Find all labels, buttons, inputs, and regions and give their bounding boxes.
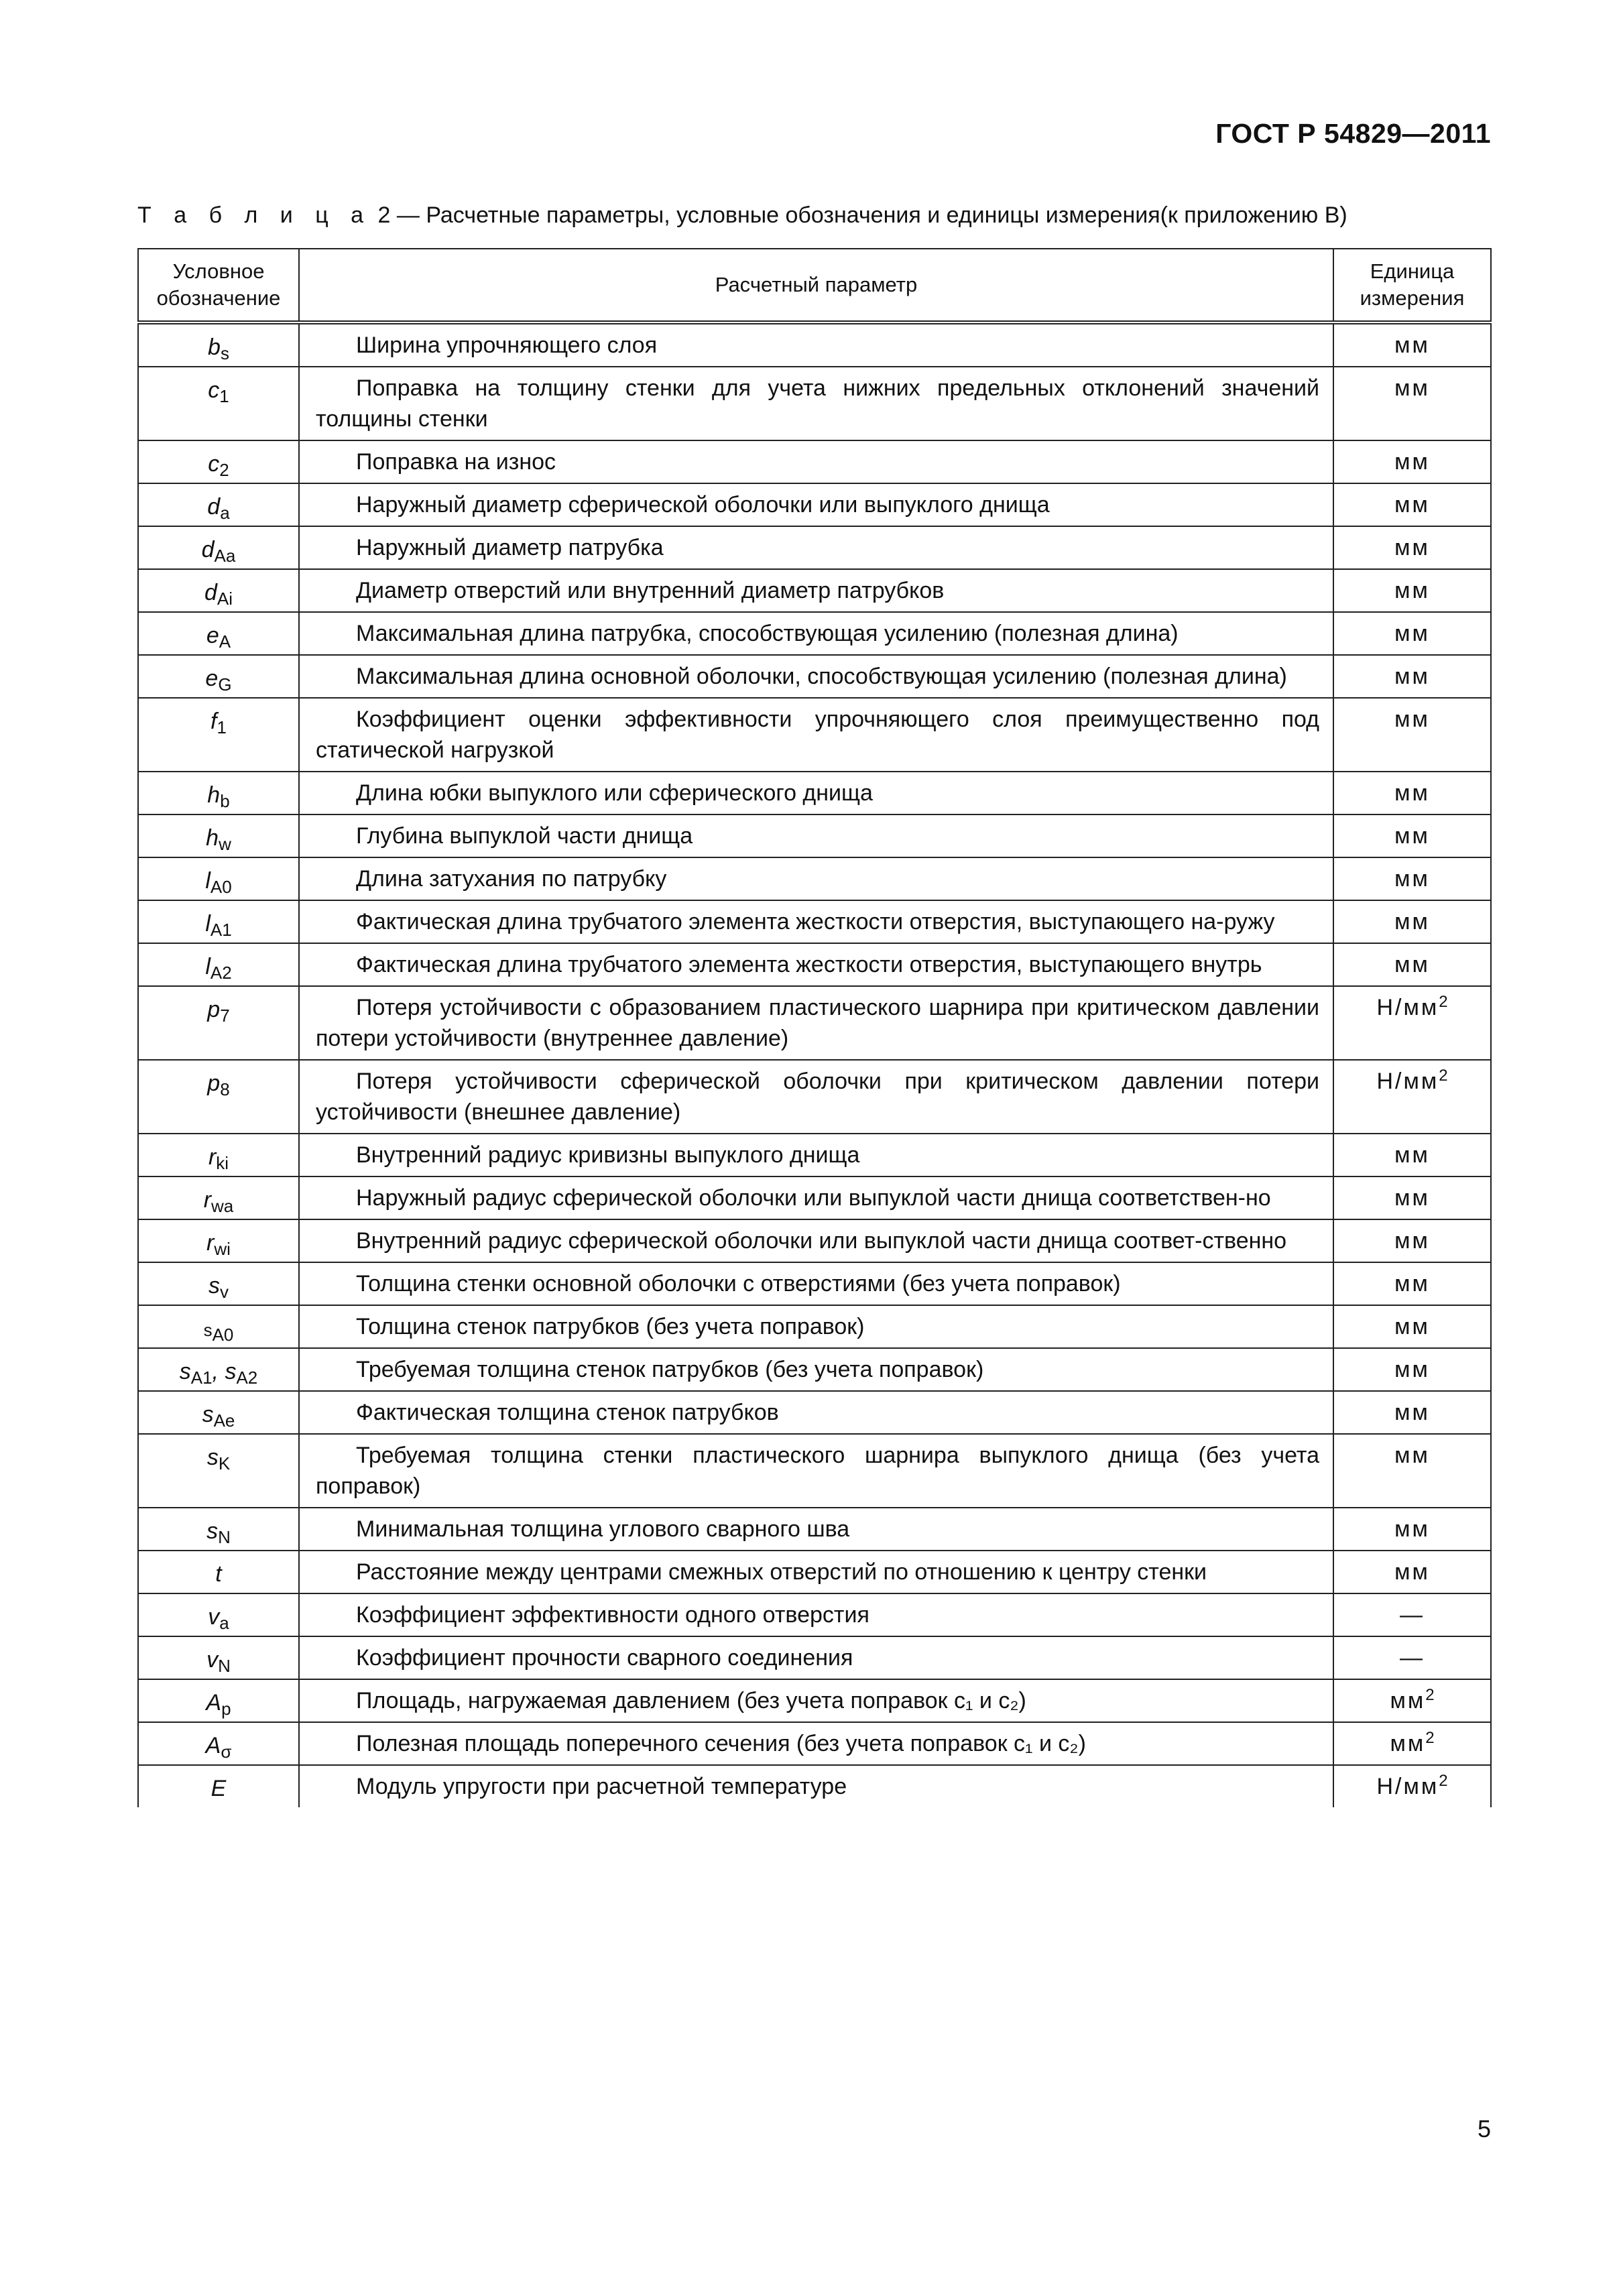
unit-cell: мм	[1333, 857, 1491, 900]
table-row	[138, 1305, 1491, 1348]
parameter-cell: Внутренний радиус кривизны выпуклого днища	[299, 1134, 1333, 1176]
parameter-cell: Толщина стенок патрубков (без учета поправок)	[299, 1305, 1333, 1348]
table-row	[138, 1391, 1491, 1434]
unit-cell: —	[1333, 1593, 1491, 1636]
table-row	[138, 612, 1491, 655]
parameter-cell: Максимальная длина основной оболочки, способствующая усилению (полезная длина)	[299, 655, 1333, 698]
parameter-cell: Фактическая длина трубчатого элемента жесткости отверстия, выступающего на-ружу	[299, 900, 1333, 943]
unit-cell: мм	[1333, 367, 1491, 440]
parameter-cell: Наружный диаметр патрубка	[299, 526, 1333, 569]
parameter-cell: Минимальная толщина углового сварного шва	[299, 1508, 1333, 1551]
symbol-cell: E	[138, 1765, 299, 1807]
table-row	[138, 1593, 1491, 1636]
symbol-cell: t	[138, 1551, 299, 1593]
symbol-cell: $s_{Ae}$	[138, 1391, 299, 1434]
parameter-cell: Фактическая толщина стенок патрубков	[299, 1391, 1333, 1434]
symbol-cell: $s_v$	[138, 1262, 299, 1305]
parameter-cell: Фактическая длина трубчатого элемента жесткости отверстия, выступающего внутрь	[299, 943, 1333, 986]
unit-cell: мм	[1333, 1262, 1491, 1305]
symbol-cell: $c_1$	[138, 367, 299, 440]
parameter-cell: Потеря устойчивости сферической оболочки при критическом давлении потери устойчивости (внешнее давление)	[299, 1060, 1333, 1134]
unit-cell: —	[1333, 1636, 1491, 1679]
parameter-cell: Потеря устойчивости с образованием пластического шарнира при критическом давлении потери устойчивости (внутреннее давление)	[299, 986, 1333, 1060]
unit-cell: мм	[1333, 1219, 1491, 1262]
unit-cell: $Н/мм^2$	[1333, 986, 1491, 1060]
unit-cell: мм	[1333, 814, 1491, 857]
parameter-cell: Коэффициент эффективности одного отверстия	[299, 1593, 1333, 1636]
table-caption	[137, 202, 1347, 229]
table-row	[138, 1636, 1491, 1679]
table-row	[138, 1060, 1491, 1134]
parameter-cell: Диаметр отверстий или внутренний диаметр патрубков	[299, 569, 1333, 612]
table-header-row	[138, 249, 1491, 322]
symbol-cell: $p_8$	[138, 1060, 299, 1134]
parameter-cell: Требуемая толщина стенки пластического шарнира выпуклого днища (без учета поправок)	[299, 1434, 1333, 1508]
table-row	[138, 1219, 1491, 1262]
unit-cell: мм	[1333, 1551, 1491, 1593]
symbol-cell: $s_K$	[138, 1434, 299, 1508]
table-row	[138, 526, 1491, 569]
symbol-cell: $d_a$	[138, 483, 299, 526]
symbol-cell: $A_\sigma$	[138, 1722, 299, 1765]
symbol-cell: $A_p$	[138, 1679, 299, 1722]
parameter-cell: Поправка на толщину стенки для учета нижних предельных отклонений значений толщины стенки	[299, 367, 1333, 440]
unit-cell: мм	[1333, 612, 1491, 655]
unit-cell: мм	[1333, 526, 1491, 569]
symbol-cell: $h_b$	[138, 772, 299, 814]
unit-cell: $Н/мм^2$	[1333, 1060, 1491, 1134]
table-row	[138, 367, 1491, 440]
symbol-cell: $l_{A2}$	[138, 943, 299, 986]
symbol-cell: $e_A$	[138, 612, 299, 655]
parameter-cell: Полезная площадь поперечного сечения (без учета поправок с₁ и с₂)	[299, 1722, 1333, 1765]
unit-cell: мм	[1333, 1508, 1491, 1551]
unit-cell: $Н/мм^2$	[1333, 1765, 1491, 1807]
parameter-cell: Расстояние между центрами смежных отверстий по отношению к центру стенки	[299, 1551, 1333, 1593]
unit-cell: мм	[1333, 1391, 1491, 1434]
symbol-cell: $f_1$	[138, 698, 299, 772]
unit-cell: мм	[1333, 772, 1491, 814]
unit-cell: $мм^2$	[1333, 1679, 1491, 1722]
table-row	[138, 655, 1491, 698]
unit-cell: мм	[1333, 1348, 1491, 1391]
table-row	[138, 900, 1491, 943]
table-row	[138, 1262, 1491, 1305]
table-row	[138, 1176, 1491, 1219]
parameter-cell: Внутренний радиус сферической оболочки или выпуклой части днища соответ-ственно	[299, 1219, 1333, 1262]
table-row	[138, 986, 1491, 1060]
parameter-cell: Наружный радиус сферической оболочки или выпуклой части днища соответствен-но	[299, 1176, 1333, 1219]
table-row	[138, 772, 1491, 814]
unit-cell: мм	[1333, 900, 1491, 943]
parameter-cell: Глубина выпуклой части днища	[299, 814, 1333, 857]
unit-cell: мм	[1333, 569, 1491, 612]
table-row	[138, 1679, 1491, 1722]
parameters-table	[137, 248, 1492, 1807]
table-row	[138, 857, 1491, 900]
symbol-cell: $r_{wa}$	[138, 1176, 299, 1219]
parameter-cell: Поправка на износ	[299, 440, 1333, 483]
unit-cell: $мм^2$	[1333, 1722, 1491, 1765]
parameter-cell: Коэффициент оценки эффективности упрочняющего слоя преимущественно под статической нагрузкой	[299, 698, 1333, 772]
unit-cell: мм	[1333, 1176, 1491, 1219]
table-row	[138, 483, 1491, 526]
symbol-cell: $l_{A1}$	[138, 900, 299, 943]
unit-cell: мм	[1333, 1134, 1491, 1176]
table-row	[138, 1551, 1491, 1593]
table-caption-label: Т а б л и ц а	[137, 202, 372, 228]
table-caption-text: — Расчетные параметры, условные обозначения и единицы измерения(к приложению В)	[396, 202, 1347, 228]
table-row	[138, 1508, 1491, 1551]
table-row	[138, 1348, 1491, 1391]
parameter-cell: Требуемая толщина стенок патрубков (без учета поправок)	[299, 1348, 1333, 1391]
table-row	[138, 569, 1491, 612]
table-row	[138, 322, 1491, 367]
unit-cell: мм	[1333, 1305, 1491, 1348]
parameter-cell: Площадь, нагружаемая давлением (без учета поправок с₁ и с₂)	[299, 1679, 1333, 1722]
page-number: 5	[1477, 2115, 1491, 2142]
symbol-cell: $p_7$	[138, 986, 299, 1060]
parameter-cell: Длина юбки выпуклого или сферического днища	[299, 772, 1333, 814]
parameter-cell: Толщина стенки основной оболочки с отверстиями (без учета поправок)	[299, 1262, 1333, 1305]
parameter-cell: Модуль упругости при расчетной температуре	[299, 1765, 1333, 1807]
table-row	[138, 440, 1491, 483]
symbol-cell: $v_a$	[138, 1593, 299, 1636]
table-row	[138, 814, 1491, 857]
unit-cell: мм	[1333, 322, 1491, 367]
header-parameter: Расчетный параметр	[299, 249, 1333, 322]
parameter-cell: Максимальная длина патрубка, способствующая усилению (полезная длина)	[299, 612, 1333, 655]
symbol-cell: $d_{Aa}$	[138, 526, 299, 569]
unit-cell: мм	[1333, 943, 1491, 986]
parameter-cell: Длина затухания по патрубку	[299, 857, 1333, 900]
symbol-cell: $r_{ki}$	[138, 1134, 299, 1176]
symbol-cell: $b_s$	[138, 322, 299, 367]
symbol-cell: $d_{Ai}$	[138, 569, 299, 612]
symbol-cell: $s_N$	[138, 1508, 299, 1551]
standard-designation: ГОСТ Р 54829—2011	[1215, 118, 1491, 149]
unit-cell: мм	[1333, 440, 1491, 483]
table-row	[138, 1434, 1491, 1508]
unit-cell: мм	[1333, 483, 1491, 526]
symbol-cell: $l_{A0}$	[138, 857, 299, 900]
symbol-cell: $e_G$	[138, 655, 299, 698]
unit-cell: мм	[1333, 698, 1491, 772]
table-row	[138, 1765, 1491, 1807]
header-symbol: Условное обозначение	[138, 249, 299, 322]
symbol-cell: $s_{A0}$	[138, 1305, 299, 1348]
parameter-cell: Ширина упрочняющего слоя	[299, 322, 1333, 367]
table-row	[138, 698, 1491, 772]
symbol-cell: $c_2$	[138, 440, 299, 483]
table-row	[138, 1134, 1491, 1176]
parameter-cell: Наружный диаметр сферической оболочки или выпуклого днища	[299, 483, 1333, 526]
table-row	[138, 943, 1491, 986]
unit-cell: мм	[1333, 655, 1491, 698]
symbol-cell: $h_w$	[138, 814, 299, 857]
parameter-cell: Коэффициент прочности сварного соединения	[299, 1636, 1333, 1679]
symbol-cell: $r_{wi}$	[138, 1219, 299, 1262]
table-caption-number: 2	[377, 202, 391, 228]
header-unit: Единица измерения	[1333, 249, 1491, 322]
unit-cell: мм	[1333, 1434, 1491, 1508]
symbol-cell: $s_{A1}$, $s_{A2}$	[138, 1348, 299, 1391]
symbol-cell: $v_N$	[138, 1636, 299, 1679]
table-row	[138, 1722, 1491, 1765]
